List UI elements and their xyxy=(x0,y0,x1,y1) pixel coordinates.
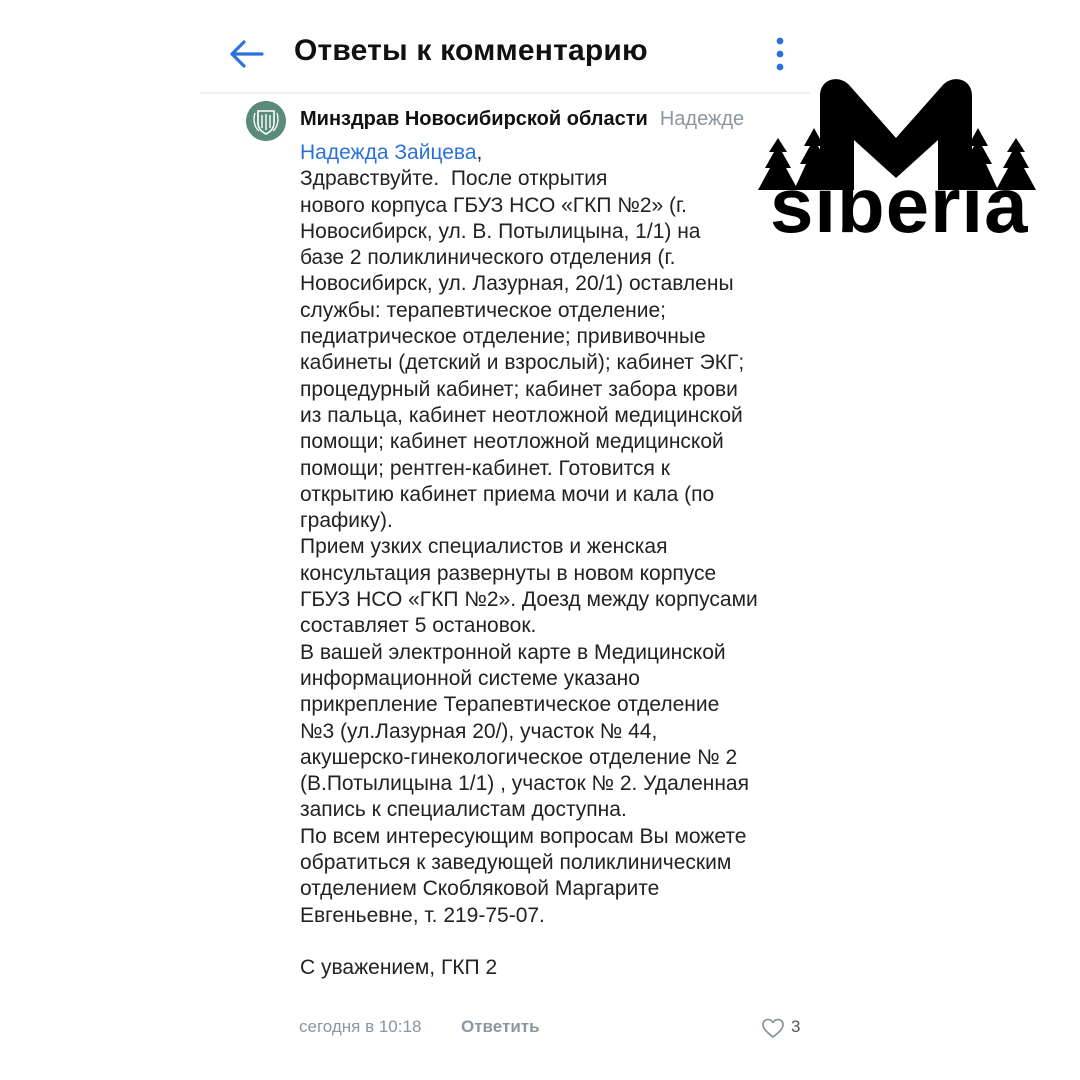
mention-link[interactable]: Надежда Зайцева xyxy=(300,141,477,164)
page-title: Ответы к комментарию xyxy=(294,34,648,67)
heart-outline-icon xyxy=(761,1017,785,1039)
top-bar xyxy=(200,20,810,90)
comment-body-text: Здравствуйте. После открытия нового корпуса ГБУЗ НСО «ГКП №2» (г. Новосибирск, ул. В. Потылицына, 1/1) на базе 2 поликлинического отделения (г. Новосибирск, ул. Лазурная, 20/1) оставлены службы: терапевтическое отделение; педиатрическое отделение; прививочные кабинеты (детский и взрослый); кабинет ЭКГ; процедурный кабинет; кабинет забора крови из пальца, кабинет неотложной медицинской помощи; кабинет неотложной медицинской помощи; рентген-кабинет. Готовится к открытию кабинет приема мочи и кала (по графику). Прием узких специалистов и женская консультация развернуты в новом корпусе ГБУЗ НСО «ГКП №2». Доезд между корпусами составляет 5 остановок. В вашей электронной карте в Медицинской информационной системе указано прикрепление Терапевтическое отделение №3 (ул.Лазурная 20/), участок № 44, акушерско-гинекологическое отделение № 2 (В.Потылицына 1/1) , участок № 2. Удаленная запись к специалистам доступна. По всем интересующим вопросам Вы можете обратиться к заведующей поликлиническим отделением Скобляковой Маргарите Евгеньевне, т. 219-75-07. С уважением, ГКП 2 xyxy=(300,167,758,980)
watermark-text: siberia xyxy=(770,161,1029,249)
comment-date: сегодня в 10:18 xyxy=(299,1017,422,1036)
like-count: 3 xyxy=(791,1017,801,1036)
mention-suffix: , xyxy=(476,141,483,164)
reply-button[interactable]: Ответить xyxy=(461,1017,540,1036)
watermark xyxy=(754,68,1044,278)
comment-footer xyxy=(299,1013,809,1041)
author-avatar[interactable] xyxy=(246,101,286,141)
coat-of-arms-icon xyxy=(246,101,286,141)
arrow-left-icon[interactable] xyxy=(228,38,264,70)
author-line xyxy=(300,108,744,131)
comment-text xyxy=(300,140,820,982)
reply-to-name[interactable]: Надежде xyxy=(659,108,745,130)
author-name[interactable]: Минздрав Новосибирской области xyxy=(300,108,648,130)
header-divider xyxy=(200,92,810,94)
